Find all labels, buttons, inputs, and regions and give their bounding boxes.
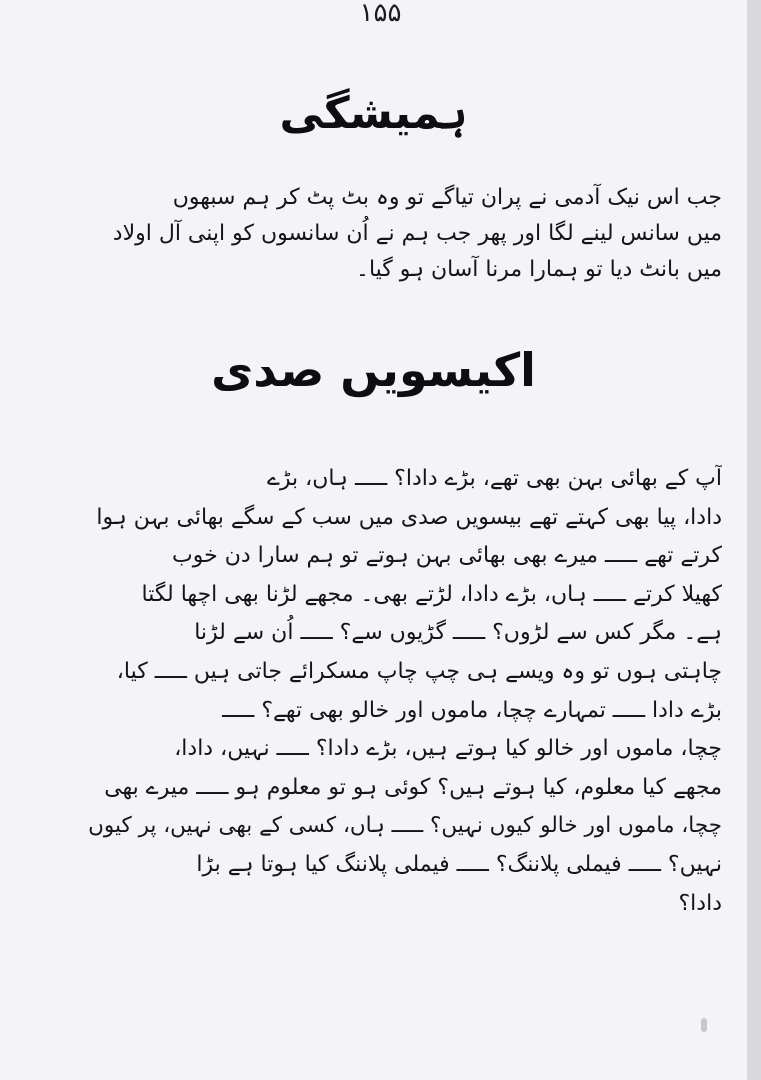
section-heading-hameshgi: ہمیشگی (279, 88, 468, 139)
text-line: چاہتی ہوں تو وہ ویسے ہی چپ چاپ مسکرائے جاتی ہیں ـــــ کیا، (116, 658, 722, 684)
text-line: چچا، ماموں اور خالو کیوں نہیں؟ ـــــ ہاں، کسی کے بھی نہیں، پر کیوں (88, 813, 722, 839)
text-line: چچا، ماموں اور خالو کیا ہوتے ہیں، بڑے دادا؟ ـــــ نہیں، دادا، (174, 736, 722, 762)
text-line: بڑے دادا ـــــ تمہارے چچا، ماموں اور خالو بھی تھے؟ ـــــ (222, 697, 722, 723)
section-heading-ikeeswin-sadi: اکیسویں صدی (211, 343, 536, 397)
text-line: میں سانس لینے لگا اور پھر جب ہم نے اُن سانسوں کو اپنی آل اولاد (112, 221, 722, 246)
text-line: میں بانٹ دیا تو ہمارا مرنا آسان ہو گیا۔ (356, 257, 722, 282)
text-line: نہیں؟ ـــــ فیملی پلاننگ؟ ـــــ فیملی پلاننگ کیا ہوتا ہے بڑا (196, 851, 722, 877)
text-line: کھیلا کرتے ـــــ ہاں، بڑے دادا، لڑتے بھی۔ مجھے لڑنا بھی اچھا لگتا (141, 581, 722, 607)
text-line: ہے۔ مگر کس سے لڑوں؟ ـــــ گڑیوں سے؟ ـــــ اُن سے لڑنا (194, 620, 722, 646)
text-line: مجھے کیا معلوم، کیا ہوتے ہیں؟ کوئی ہو تو معلوم ہو ـــــ میرے بھی (104, 774, 722, 800)
text-line: جب اس نیک آدمی نے پران تیاگے تو وہ بٹ پٹ کر ہم سبھوں (172, 185, 722, 210)
text-line: آپ کے بھائی بہن بھی تھے، بڑے دادا؟ ـــــ ہاں، بڑے (266, 466, 722, 491)
text-line: دادا؟ (678, 890, 722, 916)
paragraph-hameshgi (82, 180, 722, 288)
paper-mark (701, 1018, 707, 1032)
text-line: دادا، پیا بھی کہتے تھے بیسویں صدی میں سب کے سگے بھائی بہن ہوا (96, 504, 722, 530)
page-number: ۱۵۵ (359, 0, 402, 28)
text-line: کرتے تھے ـــــ میرے بھی بھائی بہن ہوتے تو ہم سارا دن خوب (172, 543, 722, 569)
paragraph-ikeeswin-sadi (82, 460, 722, 923)
